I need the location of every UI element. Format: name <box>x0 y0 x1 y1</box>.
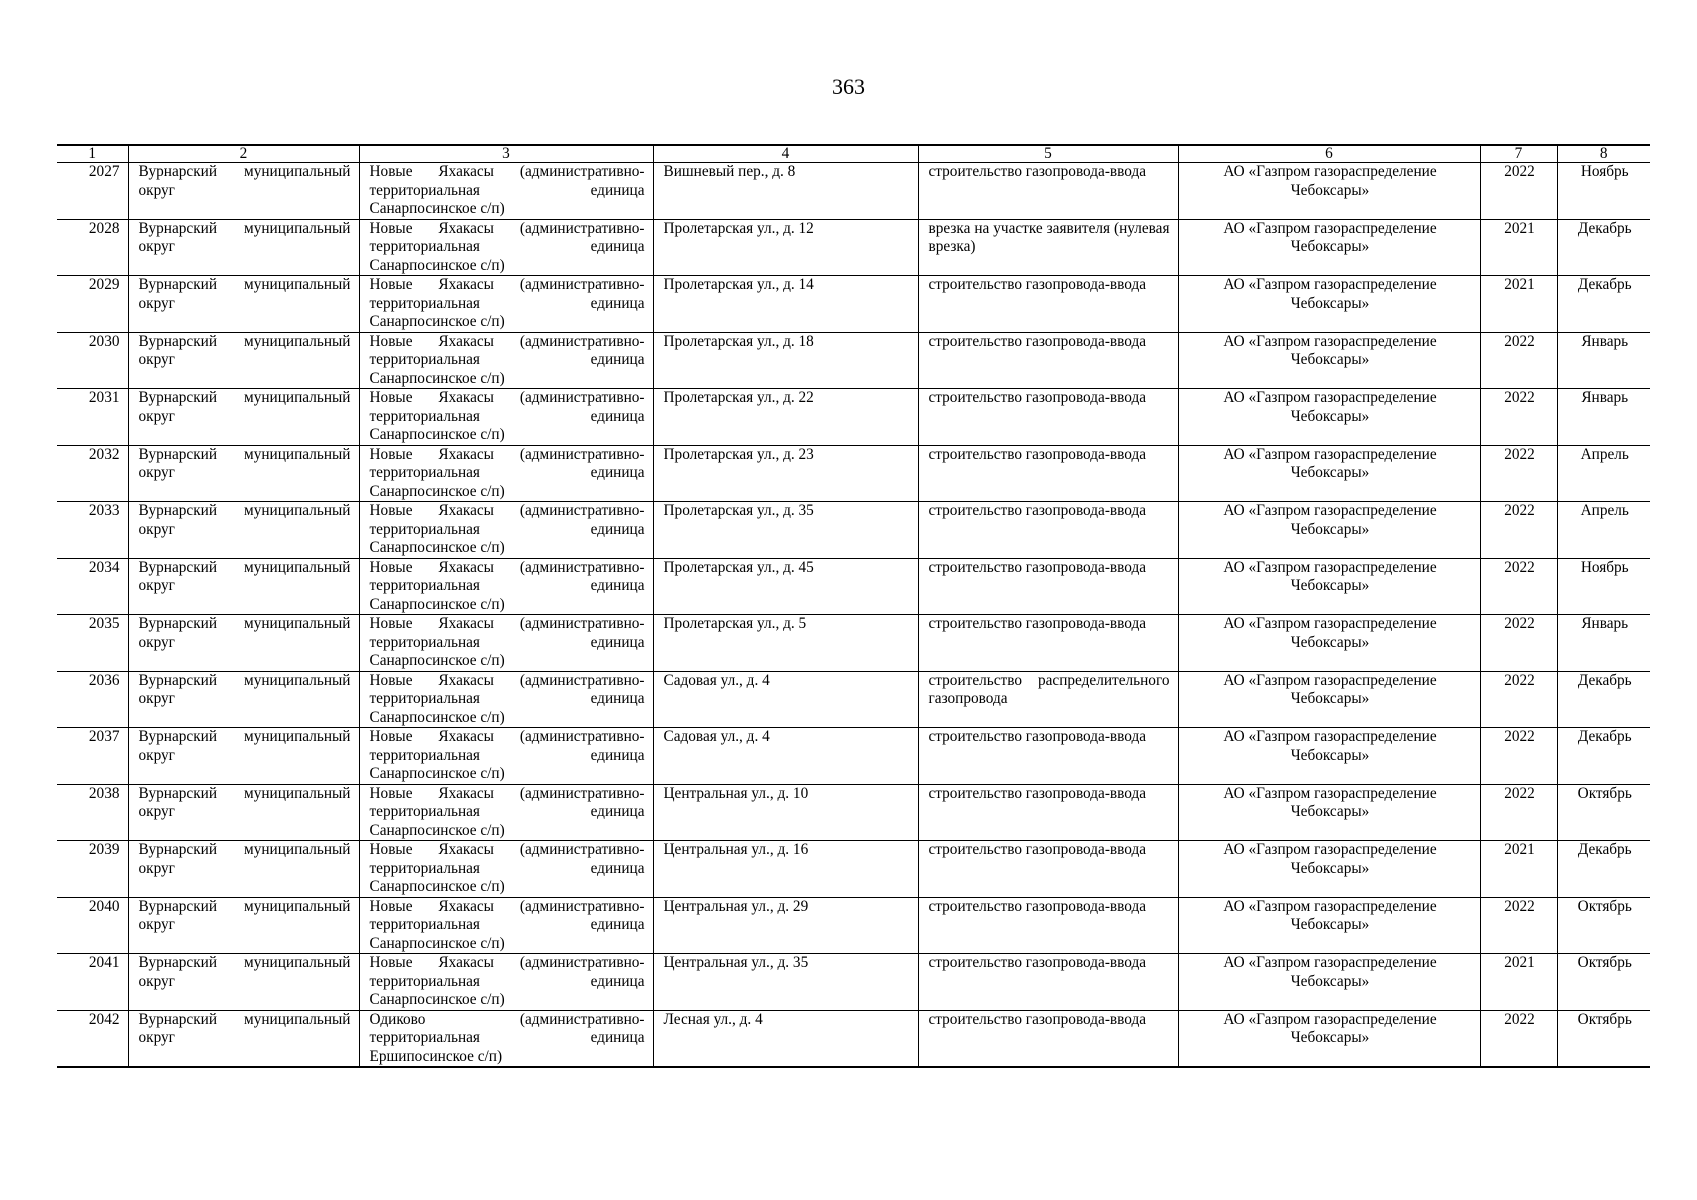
row-number: 2037 <box>57 728 128 785</box>
column-header: 5 <box>918 145 1178 163</box>
row-number: 2040 <box>57 897 128 954</box>
column-number-row <box>57 145 1650 163</box>
locality-cell: Новые Яхакасы (административно-территориальная единица Санарпосинское с/п) <box>359 841 653 898</box>
year-cell: 2021 <box>1480 276 1557 333</box>
year-cell: 2022 <box>1480 332 1557 389</box>
district-cell: Вурнарский муниципальный округ <box>128 163 359 220</box>
year-cell: 2021 <box>1480 841 1557 898</box>
district-cell: Вурнарский муниципальный округ <box>128 897 359 954</box>
district-cell: Вурнарский муниципальный округ <box>128 954 359 1011</box>
column-header: 1 <box>57 145 128 163</box>
year-cell: 2022 <box>1480 728 1557 785</box>
organization-cell: АО «Газпром газораспределение Чебоксары» <box>1178 558 1480 615</box>
locality-cell: Новые Яхакасы (административно-территориальная единица Санарпосинское с/п) <box>359 445 653 502</box>
locality-cell: Новые Яхакасы (административно-территориальная единица Санарпосинское с/п) <box>359 276 653 333</box>
locality-cell: Одиково (административно-территориальная единица Ершипосинское с/п) <box>359 1010 653 1067</box>
address-cell: Пролетарская ул., д. 5 <box>653 615 918 672</box>
organization-cell: АО «Газпром газораспределение Чебоксары» <box>1178 219 1480 276</box>
district-cell: Вурнарский муниципальный округ <box>128 502 359 559</box>
month-cell: Октябрь <box>1557 784 1650 841</box>
work-type-cell: строительство газопровода-ввода <box>918 445 1178 502</box>
locality-cell: Новые Яхакасы (административно-территориальная единица Санарпосинское с/п) <box>359 163 653 220</box>
work-type-cell: строительство газопровода-ввода <box>918 1010 1178 1067</box>
row-number: 2038 <box>57 784 128 841</box>
address-cell: Пролетарская ул., д. 35 <box>653 502 918 559</box>
district-cell: Вурнарский муниципальный округ <box>128 728 359 785</box>
locality-cell: Новые Яхакасы (административно-территориальная единица Санарпосинское с/п) <box>359 784 653 841</box>
column-header: 8 <box>1557 145 1650 163</box>
column-header: 3 <box>359 145 653 163</box>
organization-cell: АО «Газпром газораспределение Чебоксары» <box>1178 897 1480 954</box>
work-type-cell: строительство газопровода-ввода <box>918 389 1178 446</box>
work-type-cell: строительство газопровода-ввода <box>918 276 1178 333</box>
row-number: 2033 <box>57 502 128 559</box>
organization-cell: АО «Газпром газораспределение Чебоксары» <box>1178 1010 1480 1067</box>
table-row <box>57 1010 1650 1067</box>
address-cell: Садовая ул., д. 4 <box>653 728 918 785</box>
district-cell: Вурнарский муниципальный округ <box>128 1010 359 1067</box>
table-row <box>57 728 1650 785</box>
locality-cell: Новые Яхакасы (административно-территориальная единица Санарпосинское с/п) <box>359 897 653 954</box>
work-type-cell: врезка на участке заявителя (нулевая врезка) <box>918 219 1178 276</box>
page-number: 363 <box>832 74 865 99</box>
work-type-cell: строительство газопровода-ввода <box>918 615 1178 672</box>
row-number: 2039 <box>57 841 128 898</box>
row-number: 2029 <box>57 276 128 333</box>
month-cell: Декабрь <box>1557 219 1650 276</box>
table-row <box>57 784 1650 841</box>
address-cell: Лесная ул., д. 4 <box>653 1010 918 1067</box>
table-row <box>57 219 1650 276</box>
table-row <box>57 332 1650 389</box>
year-cell: 2021 <box>1480 219 1557 276</box>
year-cell: 2022 <box>1480 897 1557 954</box>
organization-cell: АО «Газпром газораспределение Чебоксары» <box>1178 502 1480 559</box>
district-cell: Вурнарский муниципальный округ <box>128 332 359 389</box>
work-type-cell: строительство газопровода-ввода <box>918 784 1178 841</box>
district-cell: Вурнарский муниципальный округ <box>128 784 359 841</box>
organization-cell: АО «Газпром газораспределение Чебоксары» <box>1178 445 1480 502</box>
address-cell: Пролетарская ул., д. 14 <box>653 276 918 333</box>
row-number: 2032 <box>57 445 128 502</box>
row-number: 2031 <box>57 389 128 446</box>
month-cell: Декабрь <box>1557 728 1650 785</box>
address-cell: Пролетарская ул., д. 12 <box>653 219 918 276</box>
organization-cell: АО «Газпром газораспределение Чебоксары» <box>1178 954 1480 1011</box>
organization-cell: АО «Газпром газораспределение Чебоксары» <box>1178 841 1480 898</box>
locality-cell: Новые Яхакасы (административно-территориальная единица Санарпосинское с/п) <box>359 389 653 446</box>
row-number: 2030 <box>57 332 128 389</box>
year-cell: 2022 <box>1480 784 1557 841</box>
district-cell: Вурнарский муниципальный округ <box>128 558 359 615</box>
work-type-cell: строительство газопровода-ввода <box>918 954 1178 1011</box>
address-cell: Пролетарская ул., д. 22 <box>653 389 918 446</box>
table-row <box>57 502 1650 559</box>
month-cell: Октябрь <box>1557 897 1650 954</box>
organization-cell: АО «Газпром газораспределение Чебоксары» <box>1178 163 1480 220</box>
month-cell: Апрель <box>1557 445 1650 502</box>
table-row <box>57 445 1650 502</box>
year-cell: 2022 <box>1480 389 1557 446</box>
organization-cell: АО «Газпром газораспределение Чебоксары» <box>1178 728 1480 785</box>
work-type-cell: строительство газопровода-ввода <box>918 841 1178 898</box>
column-header: 7 <box>1480 145 1557 163</box>
month-cell: Октябрь <box>1557 1010 1650 1067</box>
column-header: 2 <box>128 145 359 163</box>
table-row <box>57 163 1650 220</box>
row-number: 2027 <box>57 163 128 220</box>
column-header: 6 <box>1178 145 1480 163</box>
locality-cell: Новые Яхакасы (административно-территориальная единица Санарпосинское с/п) <box>359 502 653 559</box>
row-number: 2041 <box>57 954 128 1011</box>
month-cell: Октябрь <box>1557 954 1650 1011</box>
organization-cell: АО «Газпром газораспределение Чебоксары» <box>1178 276 1480 333</box>
table-row <box>57 558 1650 615</box>
table-row <box>57 954 1650 1011</box>
row-number: 2036 <box>57 671 128 728</box>
year-cell: 2021 <box>1480 954 1557 1011</box>
address-cell: Вишневый пер., д. 8 <box>653 163 918 220</box>
row-number: 2028 <box>57 219 128 276</box>
month-cell: Ноябрь <box>1557 558 1650 615</box>
table-row <box>57 389 1650 446</box>
year-cell: 2022 <box>1480 163 1557 220</box>
organization-cell: АО «Газпром газораспределение Чебоксары» <box>1178 671 1480 728</box>
locality-cell: Новые Яхакасы (административно-территориальная единица Санарпосинское с/п) <box>359 332 653 389</box>
work-type-cell: строительство газопровода-ввода <box>918 728 1178 785</box>
work-type-cell: строительство распределительного газопровода <box>918 671 1178 728</box>
organization-cell: АО «Газпром газораспределение Чебоксары» <box>1178 615 1480 672</box>
locality-cell: Новые Яхакасы (административно-территориальная единица Санарпосинское с/п) <box>359 219 653 276</box>
district-cell: Вурнарский муниципальный округ <box>128 615 359 672</box>
address-cell: Центральная ул., д. 29 <box>653 897 918 954</box>
month-cell: Январь <box>1557 389 1650 446</box>
row-number: 2042 <box>57 1010 128 1067</box>
district-cell: Вурнарский муниципальный округ <box>128 276 359 333</box>
month-cell: Декабрь <box>1557 276 1650 333</box>
table-row <box>57 897 1650 954</box>
locality-cell: Новые Яхакасы (административно-территориальная единица Санарпосинское с/п) <box>359 558 653 615</box>
table-row <box>57 671 1650 728</box>
district-cell: Вурнарский муниципальный округ <box>128 219 359 276</box>
district-cell: Вурнарский муниципальный округ <box>128 841 359 898</box>
district-cell: Вурнарский муниципальный округ <box>128 389 359 446</box>
year-cell: 2022 <box>1480 558 1557 615</box>
table-row <box>57 276 1650 333</box>
year-cell: 2022 <box>1480 615 1557 672</box>
work-type-cell: строительство газопровода-ввода <box>918 163 1178 220</box>
address-cell: Пролетарская ул., д. 45 <box>653 558 918 615</box>
month-cell: Декабрь <box>1557 841 1650 898</box>
address-cell: Центральная ул., д. 35 <box>653 954 918 1011</box>
year-cell: 2022 <box>1480 671 1557 728</box>
address-cell: Центральная ул., д. 16 <box>653 841 918 898</box>
year-cell: 2022 <box>1480 445 1557 502</box>
month-cell: Ноябрь <box>1557 163 1650 220</box>
locality-cell: Новые Яхакасы (административно-территориальная единица Санарпосинское с/п) <box>359 615 653 672</box>
address-cell: Садовая ул., д. 4 <box>653 671 918 728</box>
locality-cell: Новые Яхакасы (административно-территориальная единица Санарпосинское с/п) <box>359 954 653 1011</box>
row-number: 2035 <box>57 615 128 672</box>
district-cell: Вурнарский муниципальный округ <box>128 671 359 728</box>
row-number: 2034 <box>57 558 128 615</box>
table-row <box>57 841 1650 898</box>
month-cell: Январь <box>1557 615 1650 672</box>
address-cell: Пролетарская ул., д. 23 <box>653 445 918 502</box>
table-row <box>57 615 1650 672</box>
work-type-cell: строительство газопровода-ввода <box>918 332 1178 389</box>
work-type-cell: строительство газопровода-ввода <box>918 897 1178 954</box>
address-cell: Пролетарская ул., д. 18 <box>653 332 918 389</box>
year-cell: 2022 <box>1480 1010 1557 1067</box>
district-cell: Вурнарский муниципальный округ <box>128 445 359 502</box>
organization-cell: АО «Газпром газораспределение Чебоксары» <box>1178 784 1480 841</box>
gasification-table <box>57 144 1650 1068</box>
organization-cell: АО «Газпром газораспределение Чебоксары» <box>1178 332 1480 389</box>
locality-cell: Новые Яхакасы (административно-территориальная единица Санарпосинское с/п) <box>359 671 653 728</box>
organization-cell: АО «Газпром газораспределение Чебоксары» <box>1178 389 1480 446</box>
work-type-cell: строительство газопровода-ввода <box>918 502 1178 559</box>
month-cell: Декабрь <box>1557 671 1650 728</box>
address-cell: Центральная ул., д. 10 <box>653 784 918 841</box>
locality-cell: Новые Яхакасы (административно-территориальная единица Санарпосинское с/п) <box>359 728 653 785</box>
year-cell: 2022 <box>1480 502 1557 559</box>
table-body <box>57 163 1650 1068</box>
column-header: 4 <box>653 145 918 163</box>
month-cell: Январь <box>1557 332 1650 389</box>
month-cell: Апрель <box>1557 502 1650 559</box>
work-type-cell: строительство газопровода-ввода <box>918 558 1178 615</box>
